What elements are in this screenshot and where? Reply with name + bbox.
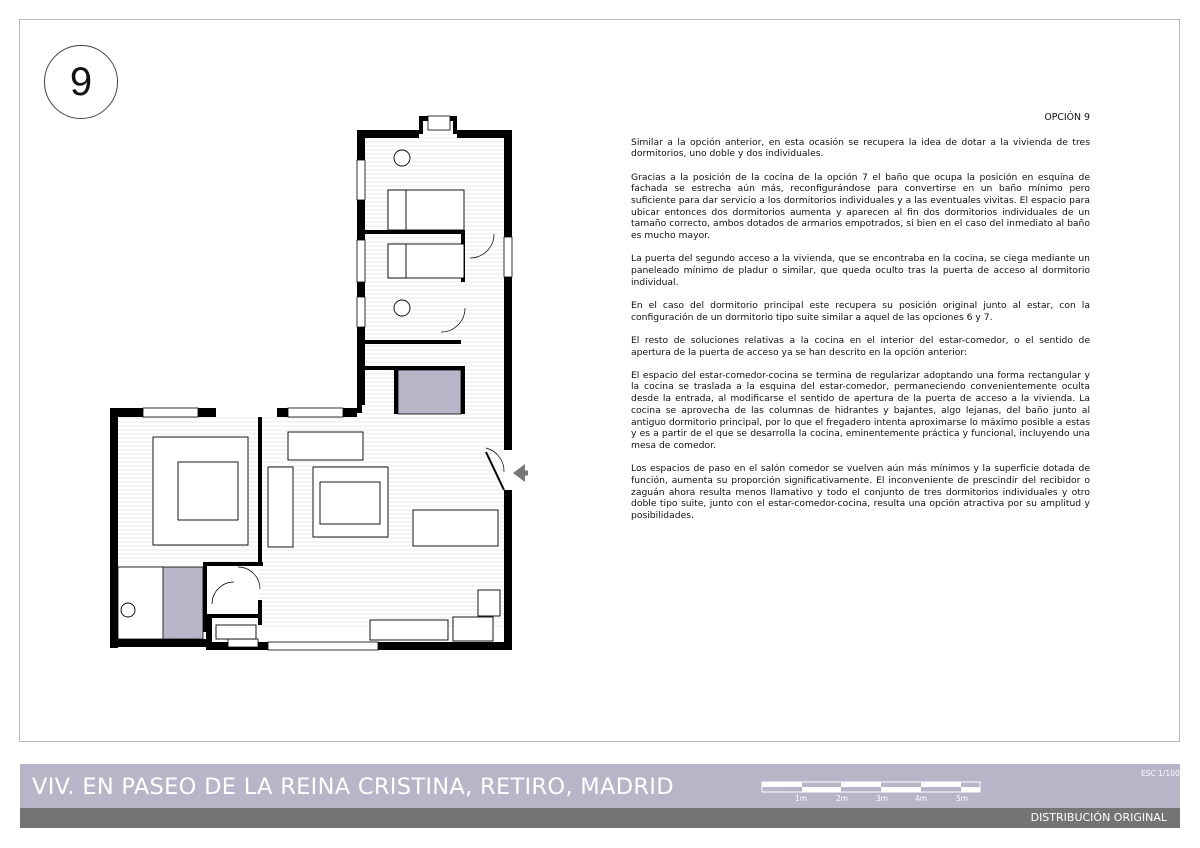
description-column: [631, 112, 1090, 533]
drawing-subtitle: DISTRIBUCIÓN ORIGINAL: [1030, 811, 1167, 824]
sheet-number: 9: [69, 59, 93, 104]
footer: [20, 764, 1180, 828]
scale-label: ESC 1/100: [1141, 769, 1180, 778]
paragraph: El espacio del estar-comedor-cocina se termina de regularizar adoptando una forma rectangular y la cocina se traslada a la esquina del estar-comedor, permaneciendo convenientemente oculta desde la entrada, al modificarse el sentido de apertura de la puerta de acceso a la vivienda. La cocina se aprovecha de las columnas de hidrantes y bajantes, algo lejanas, del baño junto al antiguo dormitorio principal, por lo que el fregadero intenta aproximarse lo máximo posible a estas y es a partir de el que se desarrolla la cocina, eminentemente práctica y funcional, incluyendo una mesa de comedor.: [631, 369, 1090, 451]
paragraph: La puerta del segundo acceso a la vivienda, que se encontraba en la cocina, se ciega mediante un paneleado mínimo de pladur o similar, que queda oculto tras la puerta de acceso al dormitorio individual.: [631, 253, 1090, 288]
paragraph: En el caso del dormitorio principal este recupera su posición original junto al estar, con la configuración de un dormitorio tipo suite similar a aquel de las opciones 6 y 7.: [631, 299, 1090, 323]
scale-tick: 5m: [956, 794, 969, 803]
paragraph: Similar a la opción anterior, en esta ocasión se recupera la idea de dotar a la vivienda de tres dormitorios, uno doble y dos individuales.: [631, 136, 1090, 160]
paragraph: Los espacios de paso en el salón comedor se vuelven aún más mínimos y la superficie dotada de función, aumenta su proporción significativamente. El inconveniente de prescindir del recibidor o zaguán ahora resulta menos llamativo y todo el conjunto de tres dormitorios individuales y otro doble tipo suite, junto con el estar-comedor-cocina, resulta una opción atractiva por su amplitud y posibilidades.: [631, 463, 1090, 521]
option-heading: OPCIÓN 9: [1044, 112, 1090, 123]
project-title: VIV. EN PASEO DE LA REINA CRISTINA, RETIRO, MADRID: [32, 774, 674, 800]
sheet-number-badge: [44, 45, 118, 119]
paragraph: El resto de soluciones relativas a la cocina en el interior del estar-comedor, o el sentido de apertura de la puerta de acceso ya se han descrito en la opción anterior:: [631, 334, 1090, 358]
scale-bar: [761, 768, 1181, 808]
kitchen-column-zone: [398, 370, 461, 414]
scale-tick: 4m: [915, 794, 928, 803]
scale-tick: 1m: [795, 794, 808, 803]
scale-tick: 3m: [876, 794, 889, 803]
paragraph: Gracias a la posición de la cocina de la opción 7 el baño que ocupa la posición en esquina de fachada se estrecha aún más, reconfigurándose para convertirse en un baño mínimo pero suficiente para dar servicio a los dormitorios individuales y a las eventuales vivitas. El espacio para ubicar entonces dos dormitorios aumenta y aparecen al fin dos dormitorios individuales de un tamaño correcto, ambos dotados de armarios empotrados, si bien en el caso del inmediato al baño es mucho mayor.: [631, 171, 1090, 242]
entrance-arrow-icon: [513, 464, 528, 482]
footer-strip: [20, 808, 1180, 828]
bathroom-shower: [118, 567, 163, 639]
scale-tick: 2m: [836, 794, 849, 803]
floor-plan: [108, 112, 528, 657]
floor-plan-drawing: [108, 112, 528, 657]
